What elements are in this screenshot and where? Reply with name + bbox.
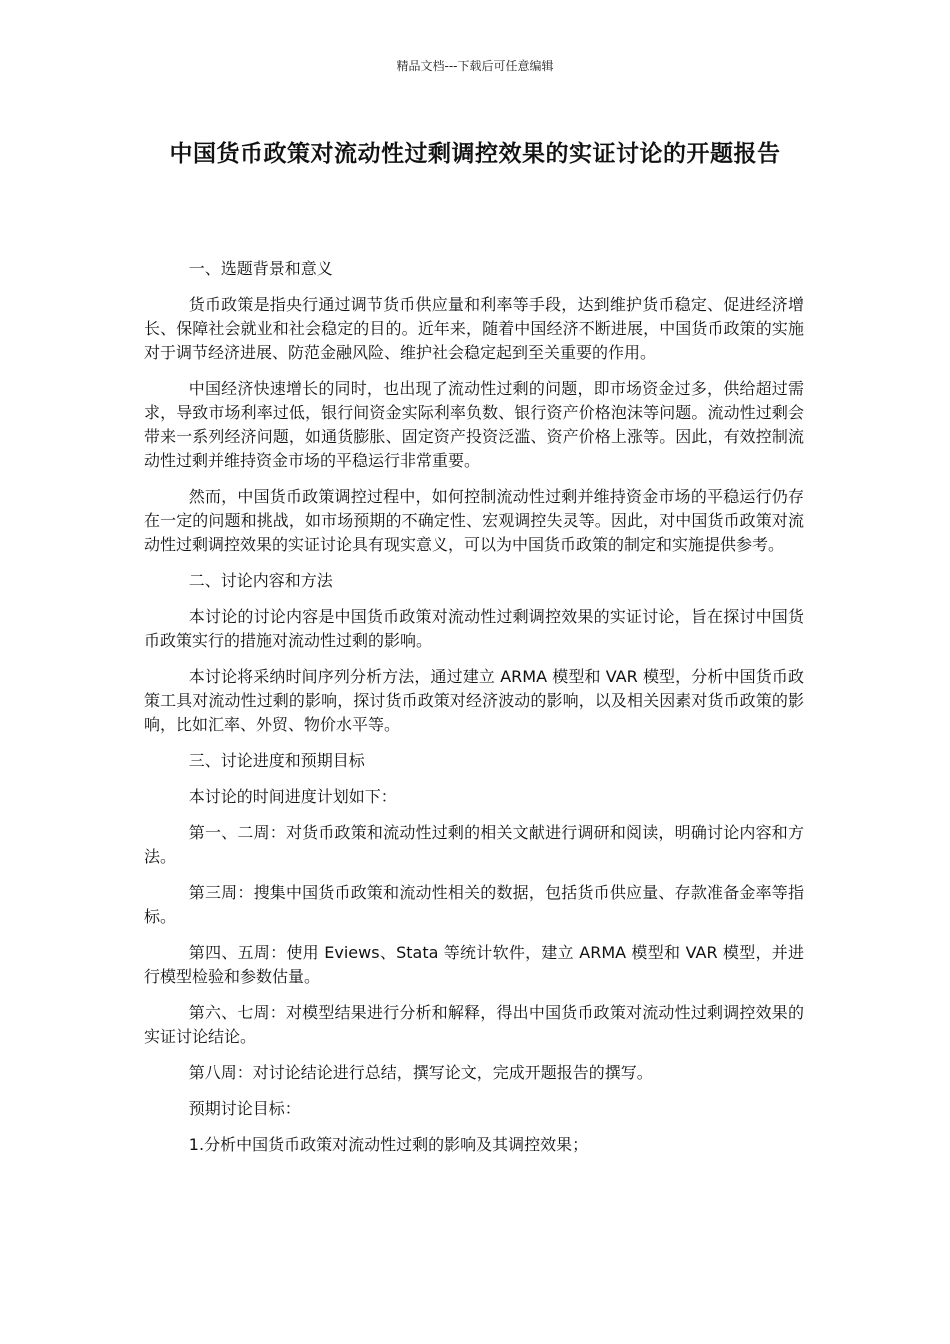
paragraph: 第四、五周：使用 Eviews、Stata 等统计软件，建立 ARMA 模型和 VAR 模型，并进行模型检验和参数估量。: [144, 943, 804, 986]
paragraph: 中国经济快速增长的同时，也出现了流动性过剩的问题，即市场资金过多，供给超过需求，导致市场利率过低，银行间资金实际利率负数、银行资产价格泡沫等问题。流动性过剩会带来一系列经济问题，如通货膨胀、固定资产投资泛滥、资产价格上涨等。因此，有效控制流动性过剩并维持资金市场的平稳运行非常重要。: [144, 379, 804, 470]
section-heading-background: 一、选题背景和意义: [188, 259, 333, 278]
paragraph: 第三周：搜集中国货币政策和流动性相关的数据，包括货币供应量、存款准备金率等指标。: [144, 883, 804, 926]
paragraph: 本讨论将采纳时间序列分析方法，通过建立 ARMA 模型和 VAR 模型，分析中国货币政策工具对流动性过剩的影响，探讨货币政策对经济波动的影响，以及相关因素对货币政策的影响，比如汇率、外贸、物价水平等。: [144, 667, 804, 734]
paragraph: 货币政策是指央行通过调节货币供应量和利率等手段，达到维护货币稳定、促进经济增长、保障社会就业和社会稳定的目的。近年来，随着中国经济不断进展，中国货币政策的实施对于调节经济进展、防范金融风险、维护社会稳定起到至关重要的作用。: [144, 295, 804, 362]
paragraph: 本讨论的时间进度计划如下：: [188, 787, 397, 806]
section-heading-content-method: 二、讨论内容和方法: [188, 571, 333, 590]
paragraph: 然而，中国货币政策调控过程中，如何控制流动性过剩并维持资金市场的平稳运行仍存在一定的问题和挑战，如市场预期的不确定性、宏观调控失灵等。因此，对中国货币政策对流动性过剩调控效果的实证讨论具有现实意义，可以为中国货币政策的制定和实施提供参考。: [144, 487, 804, 554]
section-heading-schedule-goals: 三、讨论进度和预期目标: [188, 751, 365, 770]
paragraph: 1.分析中国货币政策对流动性过剩的影响及其调控效果；: [188, 1135, 589, 1154]
paragraph: 第八周：对讨论结论进行总结，撰写论文，完成开题报告的撰写。: [188, 1063, 653, 1082]
document-body: [144, 257, 804, 1169]
paragraph: 第六、七周：对模型结果进行分析和解释，得出中国货币政策对流动性过剩调控效果的实证讨论结论。: [144, 1003, 804, 1046]
paragraph: 本讨论的讨论内容是中国货币政策对流动性过剩调控效果的实证讨论，旨在探讨中国货币政策实行的措施对流动性过剩的影响。: [144, 607, 804, 650]
header-note: 精品文档---下载后可任意编辑: [396, 59, 554, 73]
paragraph: 预期讨论目标：: [188, 1099, 301, 1118]
paragraph: 第一、二周：对货币政策和流动性过剩的相关文献进行调研和阅读，明确讨论内容和方法。: [144, 823, 804, 866]
document-title: 中国货币政策对流动性过剩调控效果的实证讨论的开题报告: [169, 141, 781, 167]
